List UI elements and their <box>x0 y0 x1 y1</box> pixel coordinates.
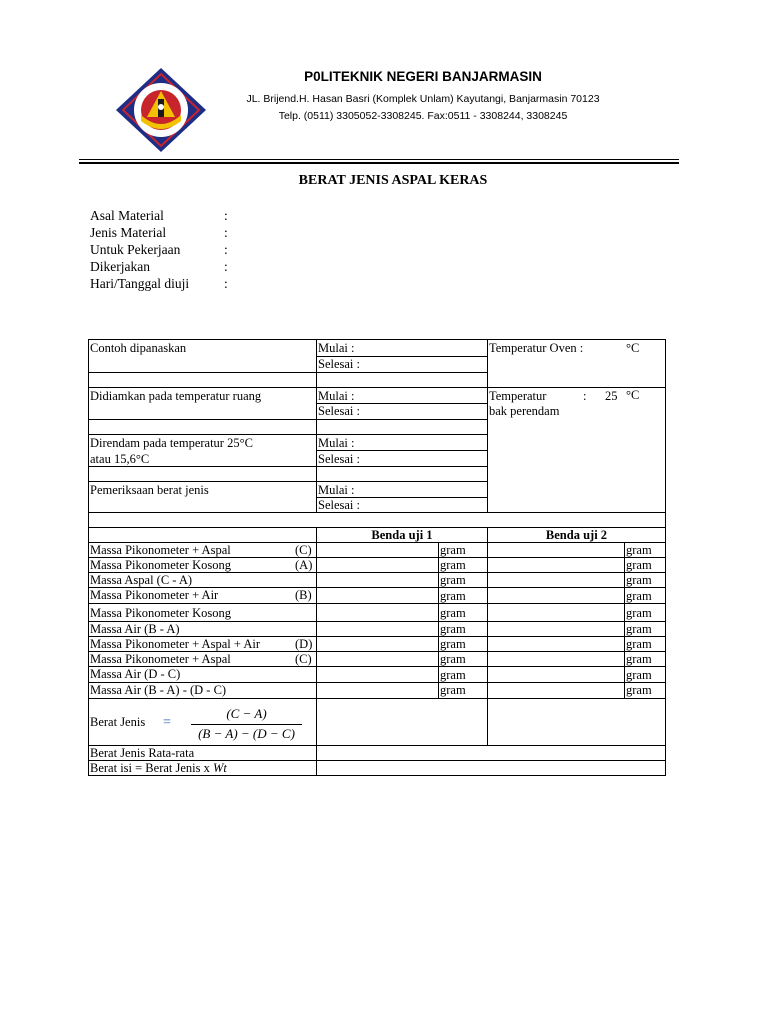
temp-bak-value: 25 <box>605 389 618 403</box>
berat-isi-text: Berat isi = Berat Jenis x <box>90 761 213 775</box>
unit-gram: gram <box>440 543 466 557</box>
result-row-label: Massa Pikonometer + Aspal <box>90 543 231 557</box>
selesai-label: Selesai : <box>318 404 361 418</box>
formula-numerator: (C − A) <box>226 706 267 721</box>
result-row-label: Massa Air (B - A) - (D - C) <box>90 683 227 697</box>
unit-gram: gram <box>626 573 652 587</box>
unit-gram: gram <box>626 637 652 651</box>
temp-oven-label: Temperatur Oven : <box>489 341 584 355</box>
unit-gram: gram <box>440 558 466 572</box>
formula-equals: = <box>163 715 171 730</box>
selesai-label: Selesai : <box>318 357 361 371</box>
temp-bak-label-line2: bak perendam <box>489 404 560 418</box>
info-colon: : <box>224 276 228 291</box>
unit-gram: gram <box>626 622 652 636</box>
result-row-label: Massa Air (B - A) <box>90 622 180 636</box>
mulai-label: Mulai : <box>318 483 355 497</box>
unit-gram: gram <box>626 683 652 697</box>
result-row-label: Massa Pikonometer Kosong <box>90 558 231 572</box>
unit-gram: gram <box>626 589 652 603</box>
unit-gram: gram <box>626 543 652 557</box>
info-label: Untuk Pekerjaan <box>90 242 181 257</box>
unit-gram: gram <box>626 668 652 682</box>
result-row-code: (C) <box>295 652 312 666</box>
institution-name: P0LITEKNIK NEGERI BANJARMASIN <box>304 69 542 84</box>
unit-gram: gram <box>440 573 466 587</box>
unit-gram: gram <box>440 637 466 651</box>
procedure-pemeriksaan: Pemeriksaan berat jenis <box>90 483 209 497</box>
document-title: BERAT JENIS ASPAL KERAS <box>298 173 488 188</box>
temp-bak-colon: : <box>583 389 587 403</box>
temp-bak-unit: °C <box>626 388 640 402</box>
temp-oven-unit: °C <box>626 341 640 355</box>
unit-gram: gram <box>626 558 652 572</box>
formula-denominator: (B − A) − (D − C) <box>198 726 295 741</box>
unit-gram: gram <box>440 652 466 666</box>
info-label: Hari/Tanggal diuji <box>90 276 190 291</box>
temp-bak-label: Temperatur <box>489 389 547 403</box>
info-label: Dikerjakan <box>90 259 150 274</box>
unit-gram: gram <box>440 622 466 636</box>
selesai-label: Selesai : <box>318 452 361 466</box>
procedure-direndam-line2: atau 15,6°C <box>90 452 150 466</box>
result-row-label: Massa Pikonometer + Aspal <box>90 652 231 666</box>
unit-gram: gram <box>626 606 652 620</box>
berat-jenis-label: Berat Jenis <box>90 715 146 729</box>
result-row-code: (B) <box>295 588 312 602</box>
mulai-label: Mulai : <box>318 436 355 450</box>
result-row-label: Massa Aspal (C - A) <box>90 573 193 587</box>
result-row-code: (A) <box>295 558 313 572</box>
info-label: Jenis Material <box>90 225 167 240</box>
result-row-label: Massa Air (D - C) <box>90 667 181 681</box>
berat-jenis-rata-rata: Berat Jenis Rata-rata <box>90 746 195 760</box>
berat-isi-variable: Wt <box>213 761 227 775</box>
procedure-contoh: Contoh dipanaskan <box>90 341 187 355</box>
result-row-label: Massa Pikonometer Kosong <box>90 606 231 620</box>
institution-phone: Telp. (0511) 3305052-3308245. Fax:0511 - 3308244, 3308245 <box>278 110 568 122</box>
result-row-label: Massa Pikonometer + Air <box>90 588 219 602</box>
mulai-label: Mulai : <box>318 389 355 403</box>
procedure-didiamkan: Didiamkan pada temperatur ruang <box>90 389 262 403</box>
info-colon: : <box>224 208 228 223</box>
mulai-label: Mulai : <box>318 341 355 355</box>
header-benda-uji-2: Benda uji 2 <box>545 528 608 542</box>
procedure-direndam: Direndam pada temperatur 25°C <box>90 436 253 450</box>
header-benda-uji-1: Benda uji 1 <box>371 528 433 542</box>
result-row-code: (D) <box>295 637 313 651</box>
berat-isi-label <box>90 761 227 775</box>
result-row-label: Massa Pikonometer + Aspal + Air <box>90 637 260 651</box>
info-colon: : <box>224 242 228 257</box>
unit-gram: gram <box>440 668 466 682</box>
institution-address: JL. Brijend.H. Hasan Basri (Komplek Unlam) Kayutangi, Banjarmasin 70123 <box>246 93 600 105</box>
info-label: Asal Material <box>90 208 164 223</box>
unit-gram: gram <box>440 606 466 620</box>
unit-gram: gram <box>626 652 652 666</box>
unit-gram: gram <box>440 683 466 697</box>
selesai-label: Selesai : <box>318 498 361 512</box>
unit-gram: gram <box>440 589 466 603</box>
info-colon: : <box>224 259 228 274</box>
info-colon: : <box>224 225 228 240</box>
result-row-code: (C) <box>295 543 312 557</box>
